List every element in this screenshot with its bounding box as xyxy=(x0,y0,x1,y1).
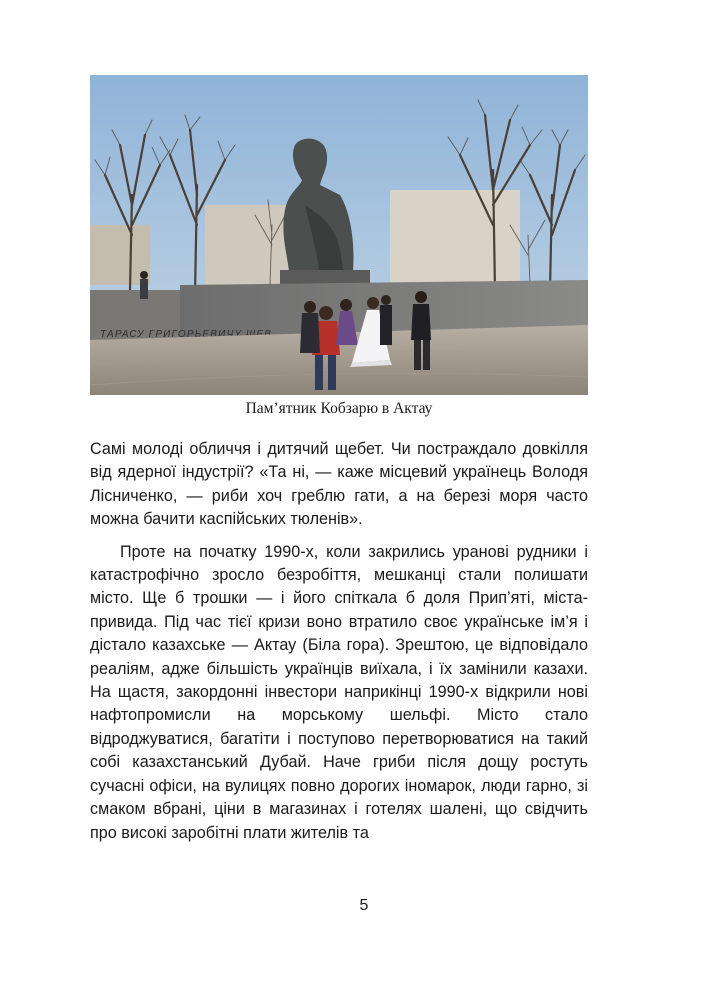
person-suit xyxy=(380,295,392,345)
monument-photo-scene xyxy=(90,75,588,395)
person-onlooker xyxy=(140,271,148,299)
body-text xyxy=(90,438,588,845)
wall-inscription: ТАРАСУ ГРИГОРЬЕВИЧУ ШЕВ xyxy=(100,329,273,340)
paragraph: Проте на початку 1990-х, коли закрились уранові рудники і катастрофічно зросло безробіття, мешканці стали полишати місто. Ще б трошки — і його спіткала б доля Прип’яті, міста-привида. Під час тієї кризи воно втратило своє українське ім’я і дістало казахське — Актау (Біла гора). Зрештою, це відповідало реаліям, адже більшість українців виїхала, і їх замінили казахи. На щастя, закордонні інвестори наприкінці 1990-х відкрили нові нафтопромисли на морському шельфі. Місто стало відроджуватися, багатіти і поступово перетворюватися на такий собі казахстанський Дубай. Наче гриби після дощу ростуть сучасні офіси, на вулицях повно дорогих іномарок, люди гарно, зі смаком вбрані, ціни в магазинах і готелях шалені, що свідчить про високі заробітні плати жителів та xyxy=(90,542,588,842)
paragraph: Самі молоді обличчя і дитячий щебет. Чи постраждало довкілля від ядерної індустрії? «Та ні, — каже місцевий українець Володя Лісниченко, — риби хоч греблю гати, а на березі моря часто можна бачити каспійських тюленів». xyxy=(90,440,588,529)
page-number: 5 xyxy=(359,897,369,914)
building xyxy=(390,190,520,285)
photo-caption: Пам’ятник Кобзарю в Актау xyxy=(245,400,433,417)
monument-photo xyxy=(90,75,588,395)
